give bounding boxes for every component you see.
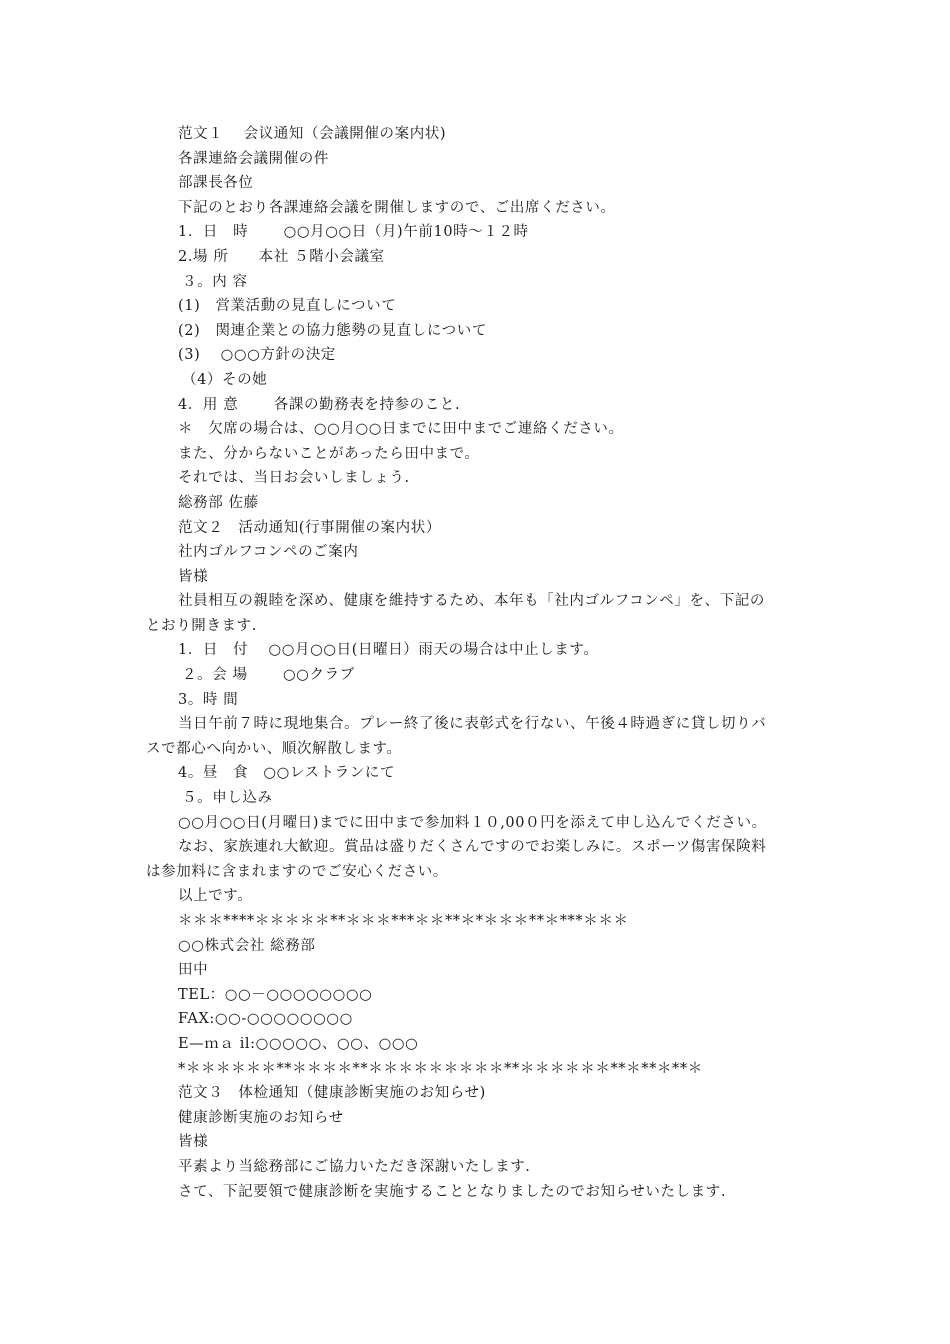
meeting-content-label: ３。内 容 bbox=[182, 273, 248, 290]
meeting-content-item-4: （4）その她 bbox=[182, 371, 268, 388]
meeting-content-item-2: (2) 関連企業との協力態勢の見直しについて bbox=[178, 322, 487, 339]
meeting-content-item-1: (1) 営業活動の見直しについて bbox=[178, 298, 397, 315]
separator-bottom: *＊＊＊＊＊＊**＊＊＊＊**＊＊＊＊＊＊＊＊＊**＊＊＊＊＊＊**＊**＊**＊ bbox=[178, 1060, 703, 1077]
health-subject: 健康診断実施のお知らせ bbox=[178, 1109, 344, 1126]
meeting-place: 2.場 所 本社 ５階小会議室 bbox=[178, 248, 385, 265]
meeting-absence-note: ＊ 欠席の場合は、○○月○○日までに田中までご連絡ください。 bbox=[178, 421, 624, 438]
document-body bbox=[146, 122, 812, 1204]
golf-time-line-2: スで都心へ向かい、順次解散します。 bbox=[146, 740, 402, 757]
golf-venue: ２。会 場 ○○クラブ bbox=[182, 667, 355, 684]
meeting-intro: 下記のとおり各課連絡会議を開催しますので、ご出席ください。 bbox=[178, 199, 616, 216]
golf-date: 1．日 付 ○○月○○日(日曜日）雨天の場合は中止します。 bbox=[178, 642, 599, 659]
company-name: ○○株式会社 総務部 bbox=[178, 937, 316, 954]
golf-family-note-line-1: なお、家族連れ大歓迎。賞品は盛りだくさんですのでお楽しみに。スポーツ傷害保険料 bbox=[178, 839, 767, 856]
meeting-sender: 総務部 佐藤 bbox=[178, 494, 259, 511]
health-addressee: 皆様 bbox=[178, 1134, 209, 1151]
golf-intro-line-2: とおり開きます. bbox=[146, 617, 257, 634]
golf-intro-line-1: 社員相互の親睦を深め、健康を維持するため、本年も「社内ゴルフコンペ」を、下記の bbox=[178, 593, 766, 610]
golf-lunch: 4。昼 食 ○○レストランにて bbox=[178, 765, 396, 782]
contact-email: E—ｍａ il:○○○○○、○○、○○○ bbox=[178, 1035, 419, 1052]
meeting-date: 1．日 時 ○○月○○日（月)午前10時～１２時 bbox=[178, 224, 529, 241]
meeting-addressee: 部課長各位 bbox=[178, 175, 254, 192]
sample-3-heading: 范文３ 体检通知（健康診断実施のお知らせ) bbox=[178, 1085, 486, 1102]
meeting-preparation: 4．用 意 各課の勤務表を持参のこと. bbox=[178, 396, 461, 413]
golf-time-line-1: 当日午前７時に現地集合。プレー終了後に表彰式を行ない、午後４時過ぎに貸し切りバ bbox=[178, 716, 767, 733]
meeting-contact-note: また、分からないことがあったら田中まで。 bbox=[178, 445, 480, 462]
golf-application-detail: ○○月○○日(月曜日)までに田中まで参加料１０,00０円を添えて申し込んでください。 bbox=[178, 814, 767, 831]
golf-subject: 社内ゴルフコンペのご案内 bbox=[178, 544, 359, 561]
health-greeting: 平素より当総務部にご協力いただき深謝いたします. bbox=[178, 1158, 531, 1175]
separator-top: ＊＊＊****＊＊＊＊＊**＊＊＊***＊＊**＊*＊＊＊**＊***＊＊＊ bbox=[178, 913, 629, 929]
health-intro: さて、下記要領で健康診断を実施することとなりましたのでお知らせいたします. bbox=[178, 1183, 727, 1200]
sample-1-heading: 范文１ 会议通知（会議開催の案内状) bbox=[178, 126, 447, 142]
golf-family-note-line-2: は参加料に含まれますのでご安心ください。 bbox=[146, 863, 448, 880]
golf-application-label: ５。申し込み bbox=[182, 790, 273, 807]
golf-closing: 以上です。 bbox=[178, 888, 253, 905]
golf-time-label: 3。時 間 bbox=[178, 691, 239, 708]
meeting-closing: それでは、当日お会いしましょう. bbox=[178, 470, 410, 487]
meeting-subject: 各課連絡会議開催の件 bbox=[178, 150, 329, 167]
sample-2-heading: 范文２ 活动通知(行事開催の案内状） bbox=[178, 519, 441, 536]
meeting-content-item-3: (3) ○○○方針の決定 bbox=[178, 347, 336, 364]
contact-name: 田中 bbox=[178, 962, 209, 979]
golf-addressee: 皆様 bbox=[178, 568, 209, 585]
contact-fax: FAX:○○-○○○○○○○○ bbox=[178, 1011, 353, 1028]
contact-tel: TEL：○○－○○○○○○○○ bbox=[178, 986, 373, 1003]
